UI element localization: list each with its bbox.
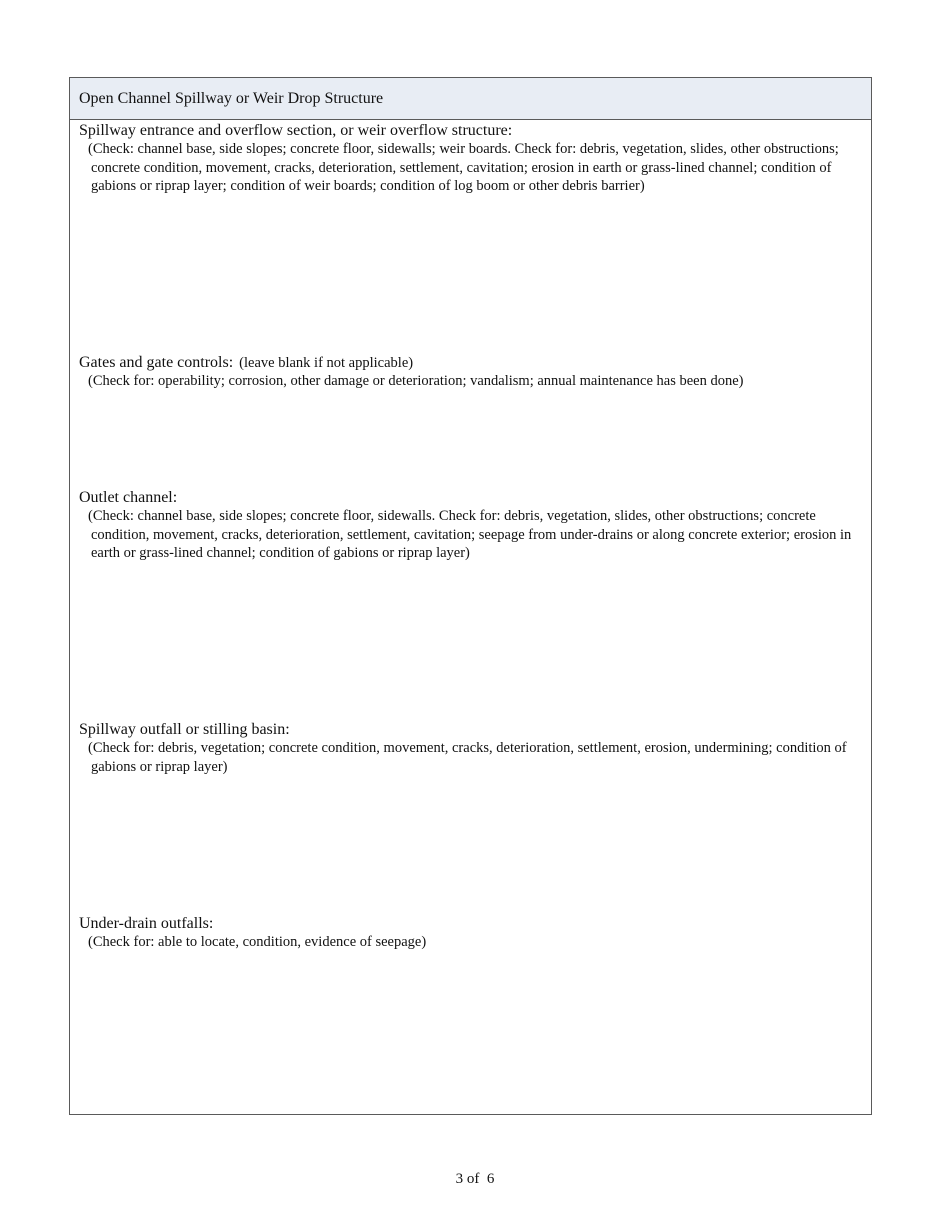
section-title: Outlet channel: [79, 489, 178, 506]
section-title: Spillway outfall or stilling basin: [79, 721, 290, 738]
section-outlet-channel[interactable] [79, 488, 854, 563]
form-header: Open Channel Spillway or Weir Drop Structure [70, 78, 871, 120]
inspection-form [69, 77, 872, 1115]
page-number: 3 of 6 [455, 1171, 495, 1187]
section-title [79, 353, 854, 373]
section-note: (leave blank if not applicable) [239, 355, 414, 371]
section-description: (Check: channel base, side slopes; concrete floor, sidewalls; weir boards. Check for: debris, vegetation, slides, other obstructions; concrete condition, movement, cracks, deterioration, settlement, cavitation; erosion in earth or grass-lined channel; condition of gabions or riprap layer; condition of weir boards; condition of log boom or other debris barrier) [88, 141, 839, 194]
section-description: (Check for: able to locate, condition, evidence of seepage) [88, 934, 427, 950]
section-spillway-entrance[interactable] [79, 121, 854, 196]
section-gates[interactable] [79, 353, 854, 391]
section-description: (Check: channel base, side slopes; concrete floor, sidewalls. Check for: debris, vegetation, slides, other obstructions; concrete condition, movement, cracks, deterioration, settlement, cavitation; seepage from under-drains or along concrete exterior; erosion in earth or grass-lined channel; condition of gabions or riprap layer) [88, 508, 852, 561]
section-description: (Check for: operability; corrosion, other damage or deterioration; vandalism; annual maintenance has been done) [88, 373, 744, 389]
section-title: Under-drain outfalls: [79, 915, 214, 932]
section-title-text: Gates and gate controls: [79, 354, 234, 371]
section-spillway-outfall[interactable] [79, 720, 854, 776]
section-title: Spillway entrance and overflow section, or weir overflow structure: [79, 122, 513, 139]
section-description: (Check for: debris, vegetation; concrete condition, movement, cracks, deterioration, settlement, erosion, undermining; condition of gabions or riprap layer) [88, 740, 847, 775]
section-under-drain[interactable] [79, 914, 854, 952]
